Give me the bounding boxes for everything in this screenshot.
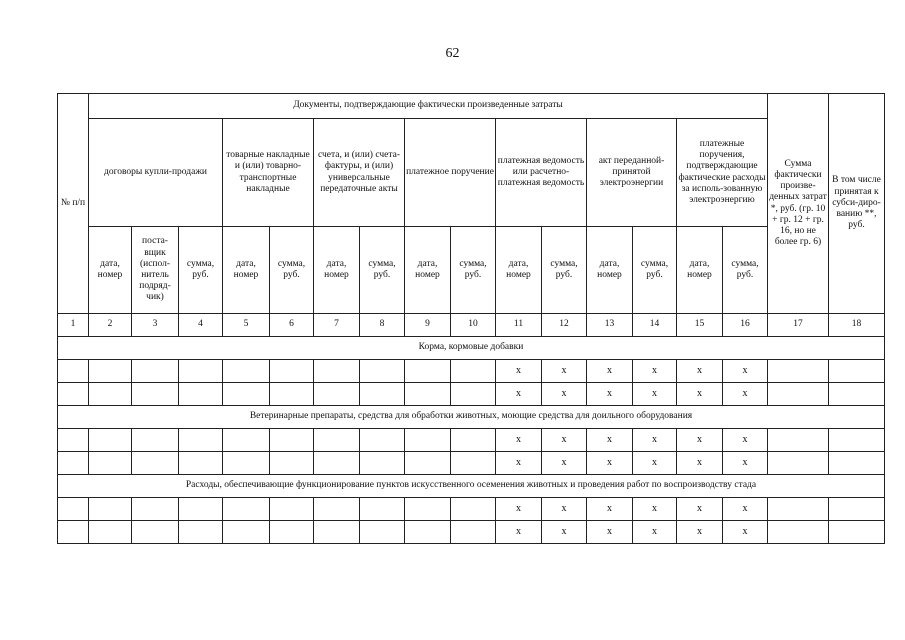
subheader-date-number: дата, номер — [587, 227, 633, 314]
x-mark: х — [496, 429, 542, 452]
column-number: 16 — [723, 314, 768, 337]
table-cell[interactable] — [314, 383, 360, 406]
header-invoices: счета, и (или) счета-фактуры, и (или) универсальные передаточные акты — [314, 119, 405, 227]
table-cell[interactable] — [314, 498, 360, 521]
subheader-sum: сумма, руб. — [633, 227, 677, 314]
table-cell[interactable] — [829, 360, 885, 383]
x-mark: х — [677, 429, 723, 452]
x-mark: х — [587, 429, 633, 452]
column-number: 8 — [360, 314, 405, 337]
x-mark: х — [633, 360, 677, 383]
subheader-date-number: дата, номер — [89, 227, 132, 314]
x-mark: х — [496, 360, 542, 383]
column-number: 3 — [132, 314, 179, 337]
table-cell[interactable] — [270, 498, 314, 521]
table-cell[interactable] — [58, 383, 89, 406]
table-cell[interactable] — [360, 383, 405, 406]
x-mark: х — [542, 429, 587, 452]
subheader-date-number: дата, номер — [405, 227, 451, 314]
table-cell[interactable] — [223, 429, 270, 452]
x-mark: х — [587, 360, 633, 383]
table-cell[interactable] — [360, 452, 405, 475]
header-electricity-payments: платежные поручения, подтверждающие фактические расходы за исполь-зованную электроэнергию — [677, 119, 768, 227]
column-number: 14 — [633, 314, 677, 337]
table-row — [58, 383, 885, 406]
column-number: 11 — [496, 314, 542, 337]
column-numbers-row — [58, 314, 885, 337]
column-number: 18 — [829, 314, 885, 337]
x-mark: х — [677, 360, 723, 383]
table-cell[interactable] — [451, 521, 496, 544]
column-number: 1 — [58, 314, 89, 337]
table-cell[interactable] — [451, 429, 496, 452]
table-row — [58, 498, 885, 521]
subheader-date-number: дата, номер — [677, 227, 723, 314]
column-number: 5 — [223, 314, 270, 337]
x-mark: х — [677, 383, 723, 406]
header-payment-order: платежное поручение — [405, 119, 496, 227]
table-cell[interactable] — [829, 498, 885, 521]
x-mark: х — [677, 452, 723, 475]
table-cell[interactable] — [405, 429, 451, 452]
header-row-number: № п/п — [58, 94, 89, 314]
subheader-sum: сумма, руб. — [360, 227, 405, 314]
table-cell[interactable] — [451, 383, 496, 406]
table-row — [58, 360, 885, 383]
x-mark: х — [542, 360, 587, 383]
column-number: 7 — [314, 314, 360, 337]
table-cell[interactable] — [179, 498, 223, 521]
column-number: 15 — [677, 314, 723, 337]
x-mark: х — [542, 498, 587, 521]
x-mark: х — [587, 498, 633, 521]
table-cell[interactable] — [270, 521, 314, 544]
subheader-sum: сумма, руб. — [451, 227, 496, 314]
table-cell[interactable] — [179, 452, 223, 475]
table-cell[interactable] — [179, 360, 223, 383]
table-cell[interactable] — [223, 498, 270, 521]
table-cell[interactable] — [270, 429, 314, 452]
table-cell[interactable] — [405, 360, 451, 383]
table-cell[interactable] — [223, 521, 270, 544]
x-mark: х — [587, 521, 633, 544]
table-cell[interactable] — [768, 452, 829, 475]
x-mark: х — [633, 452, 677, 475]
table-cell[interactable] — [132, 498, 179, 521]
table-row — [58, 452, 885, 475]
x-mark: х — [633, 383, 677, 406]
table-cell[interactable] — [132, 429, 179, 452]
subheader-sum: сумма, руб. — [723, 227, 768, 314]
header-actual-sum: Сумма фактически произве-денных затрат *, руб. (гр. 10 + гр. 12 + гр. 16, но не более гр. 6) — [768, 94, 829, 314]
x-mark: х — [542, 452, 587, 475]
table-cell[interactable] — [270, 452, 314, 475]
table-cell[interactable] — [89, 360, 132, 383]
table-cell[interactable] — [270, 383, 314, 406]
table-cell[interactable] — [179, 429, 223, 452]
page-number: 62 — [445, 46, 460, 61]
table-cell[interactable] — [89, 383, 132, 406]
column-number: 17 — [768, 314, 829, 337]
column-number: 9 — [405, 314, 451, 337]
x-mark: х — [723, 521, 768, 544]
x-mark: х — [633, 521, 677, 544]
table-cell[interactable] — [132, 521, 179, 544]
column-number: 4 — [179, 314, 223, 337]
x-mark: х — [542, 521, 587, 544]
header-documents-group: Документы, подтверждающие фактически произведенные затраты — [89, 94, 768, 119]
table-cell[interactable] — [132, 360, 179, 383]
header-electricity-act: акт переданной-принятой электроэнергии — [587, 119, 677, 227]
table-cell[interactable] — [829, 452, 885, 475]
x-mark: х — [496, 521, 542, 544]
table-cell[interactable] — [768, 498, 829, 521]
x-mark: х — [677, 498, 723, 521]
x-mark: х — [723, 383, 768, 406]
x-mark: х — [677, 521, 723, 544]
table-cell[interactable] — [58, 429, 89, 452]
section-title-insemination: Расходы, обеспечивающие функционирование пунктов искусственного осеменения животных и проведения работ по воспроизводству стада — [58, 475, 885, 498]
column-number: 6 — [270, 314, 314, 337]
table-cell[interactable] — [89, 429, 132, 452]
subheader-supplier: поста-вщик (испол-нитель подряд-чик) — [132, 227, 179, 314]
table-cell[interactable] — [360, 360, 405, 383]
table-cell[interactable] — [405, 383, 451, 406]
x-mark: х — [633, 498, 677, 521]
x-mark: х — [587, 383, 633, 406]
subheader-date-number: дата, номер — [223, 227, 270, 314]
table-cell[interactable] — [405, 452, 451, 475]
table-cell[interactable] — [179, 521, 223, 544]
table-cell[interactable] — [223, 383, 270, 406]
table-cell[interactable] — [89, 521, 132, 544]
table-cell[interactable] — [314, 429, 360, 452]
table-cell[interactable] — [314, 521, 360, 544]
expense-documents-table — [57, 93, 885, 544]
table-cell[interactable] — [314, 360, 360, 383]
table-cell[interactable] — [223, 360, 270, 383]
table-cell[interactable] — [360, 498, 405, 521]
table-cell[interactable] — [58, 452, 89, 475]
x-mark: х — [723, 360, 768, 383]
column-number: 10 — [451, 314, 496, 337]
table-cell[interactable] — [132, 383, 179, 406]
subheader-sum: сумма, руб. — [542, 227, 587, 314]
table-cell[interactable] — [829, 429, 885, 452]
table-cell[interactable] — [360, 521, 405, 544]
table-cell[interactable] — [405, 521, 451, 544]
table-cell[interactable] — [768, 383, 829, 406]
table-cell[interactable] — [360, 429, 405, 452]
header-payroll-statement: платежная ведомость или расчетно-платежная ведомость — [496, 119, 587, 227]
table-cell[interactable] — [829, 521, 885, 544]
table-cell[interactable] — [270, 360, 314, 383]
x-mark: х — [723, 429, 768, 452]
x-mark: х — [496, 383, 542, 406]
table-cell[interactable] — [405, 498, 451, 521]
column-number: 12 — [542, 314, 587, 337]
x-mark: х — [723, 498, 768, 521]
table-cell[interactable] — [768, 360, 829, 383]
column-number: 13 — [587, 314, 633, 337]
subheader-date-number: дата, номер — [496, 227, 542, 314]
subheader-sum: сумма, руб. — [179, 227, 223, 314]
header-waybills: товарные накладные и (или) товарно-транспортные накладные — [223, 119, 314, 227]
table-cell[interactable] — [314, 452, 360, 475]
table-row — [58, 429, 885, 452]
x-mark: х — [496, 498, 542, 521]
x-mark: х — [496, 452, 542, 475]
table-cell[interactable] — [829, 383, 885, 406]
section-title-feed: Корма, кормовые добавки — [58, 337, 885, 360]
x-mark: х — [723, 452, 768, 475]
table-cell[interactable] — [768, 521, 829, 544]
header-purchase-contracts: договоры купли-продажи — [89, 119, 223, 227]
column-number: 2 — [89, 314, 132, 337]
subheader-sum: сумма, руб. — [270, 227, 314, 314]
table-cell[interactable] — [89, 498, 132, 521]
header-subsidy-sum: В том числе принятая к субси-диро-ванию **, руб. — [829, 94, 885, 314]
x-mark: х — [587, 452, 633, 475]
section-title-veterinary: Ветеринарные препараты, средства для обработки животных, моющие средства для доильного оборудования — [58, 406, 885, 429]
table-cell[interactable] — [132, 452, 179, 475]
table-cell[interactable] — [179, 383, 223, 406]
table-cell[interactable] — [451, 498, 496, 521]
table-cell[interactable] — [58, 360, 89, 383]
x-mark: х — [633, 429, 677, 452]
subheader-date-number: дата, номер — [314, 227, 360, 314]
table-cell[interactable] — [58, 521, 89, 544]
table-cell[interactable] — [58, 498, 89, 521]
x-mark: х — [542, 383, 587, 406]
table-cell[interactable] — [89, 452, 132, 475]
table-cell[interactable] — [451, 360, 496, 383]
table-cell[interactable] — [451, 452, 496, 475]
table-cell[interactable] — [223, 452, 270, 475]
table-cell[interactable] — [768, 429, 829, 452]
table-row — [58, 521, 885, 544]
